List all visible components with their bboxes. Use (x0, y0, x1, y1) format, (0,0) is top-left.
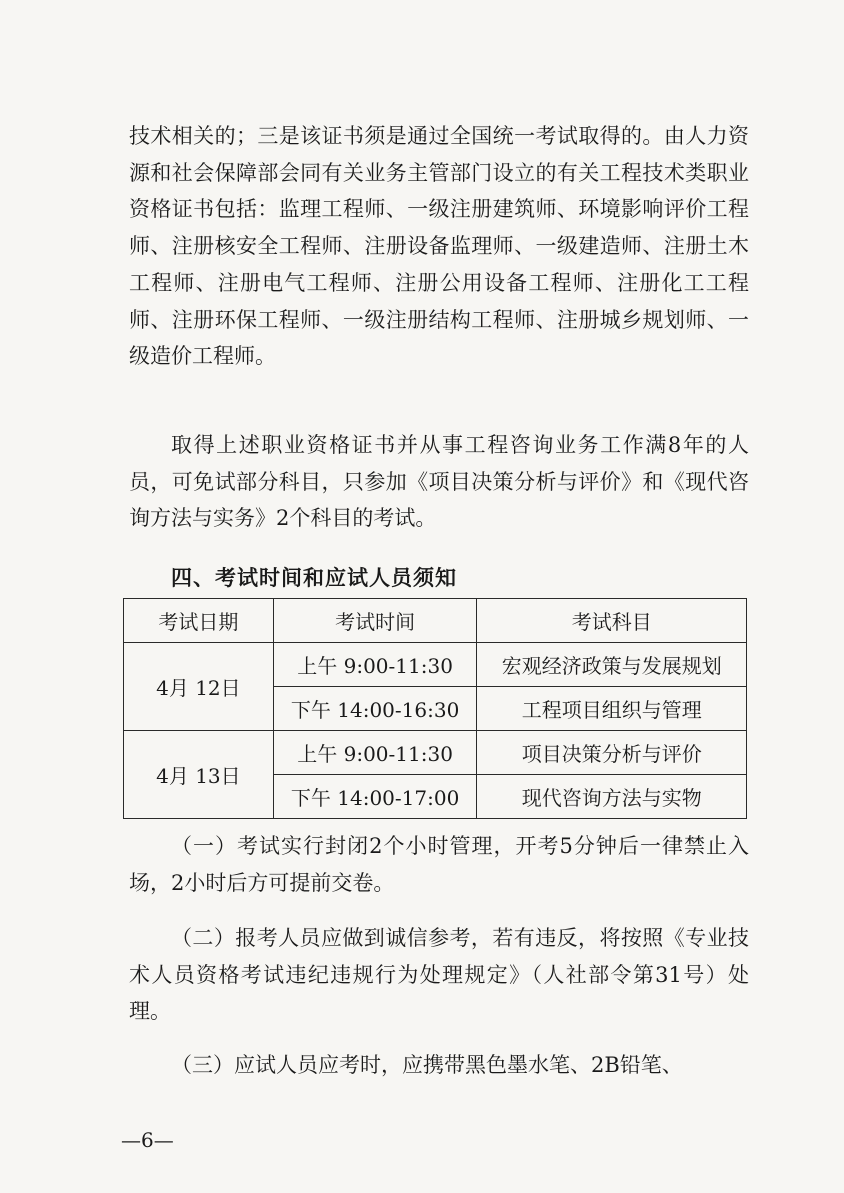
exam-date-cell: 4月 12日 (124, 643, 274, 731)
exam-time-cell: 上午 9:00-11:30 (273, 643, 477, 687)
paragraph-rule-1: （一）考试实行封闭2个小时管理，开考5分钟后一律禁止入场，2小时后方可提前交卷。 (129, 834, 749, 895)
exam-time-cell: 下午 14:00-16:30 (273, 687, 477, 731)
table-row (124, 731, 747, 775)
exam-schedule-table (123, 598, 747, 819)
table-header-row (124, 599, 747, 643)
exam-time-cell: 上午 9:00-11:30 (273, 731, 477, 775)
header-exam-time: 考试时间 (273, 599, 477, 643)
table-row (124, 643, 747, 687)
section-heading: 四、考试时间和应试人员须知 (171, 566, 457, 590)
exam-subject-cell: 宏观经济政策与发展规划 (477, 643, 747, 687)
paragraph-exemption: 取得上述职业资格证书并从事工程咨询业务工作满8年的人员，可免试部分科目，只参加《项目决策分析与评价》和《现代咨询方法与实务》2个科目的考试。 (129, 433, 749, 531)
page-number: —6— (121, 1128, 174, 1152)
paragraph-certificates: 技术相关的；三是该证书须是通过全国统一考试取得的。由人力资源和社会保障部会同有关业务主管部门设立的有关工程技术类职业资格证书包括：监理工程师、一级注册建筑师、环境影响评价工程师、注册核安全工程师、注册设备监理师、一级建造师、注册土木工程师、注册电气工程师、注册公用设备工程师、注册化工工程师、注册环保工程师、一级注册结构工程师、注册城乡规划师、一级造价工程师。 (129, 124, 749, 369)
exam-date-cell: 4月 13日 (124, 731, 274, 819)
header-exam-date: 考试日期 (124, 599, 274, 643)
exam-subject-cell: 项目决策分析与评价 (477, 731, 747, 775)
exam-subject-cell: 现代咨询方法与实物 (477, 775, 747, 819)
paragraph-rule-2: （二）报考人员应做到诚信参考，若有违反，将按照《专业技术人员资格考试违纪违规行为处理规定》（人社部令第31号）处理。 (129, 926, 749, 1024)
paragraph-rule-3: （三）应试人员应考时，应携带黑色墨水笔、2B铅笔、 (171, 1053, 683, 1077)
exam-time-cell: 下午 14:00-17:00 (273, 775, 477, 819)
header-exam-subject: 考试科目 (477, 599, 747, 643)
exam-subject-cell: 工程项目组织与管理 (477, 687, 747, 731)
